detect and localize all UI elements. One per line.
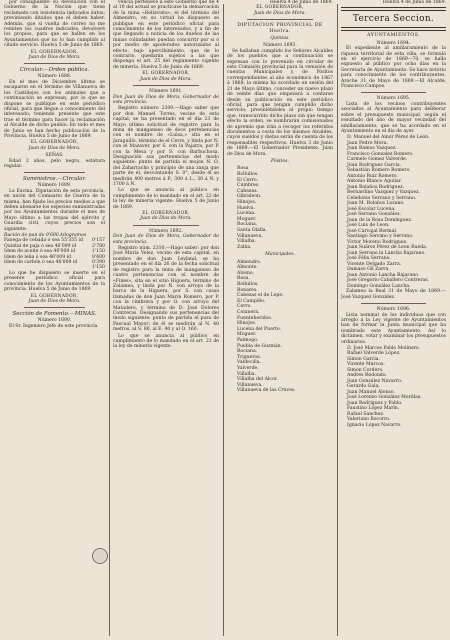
list-item: Lucena del Puerto. xyxy=(237,326,282,332)
notice-intro: Don Juan de Dios de Mora, Gobernador de esta provincia. xyxy=(113,234,219,245)
list-item: Rafael Valverde López. xyxy=(347,351,401,357)
list-item: Hinojos. xyxy=(237,199,257,205)
list-item: Gerardo Gala. xyxy=(347,384,380,390)
paragraph: Lista nominal de los individuos que con arreglo a la Ley vigente de Ayuntamientos han de formar la Junta municipal que ha nombrado este Ayuntamiento. Así lo dictamen, votar y examinar los presupuestos ordinarios. xyxy=(341,312,446,345)
list-item: Vicente Delgado Zarra. xyxy=(347,261,402,267)
list-item: El Campillo. xyxy=(237,298,266,304)
list-item: Villanueva de las Cruces. xyxy=(237,388,296,394)
list-item: Rosa xyxy=(237,166,249,172)
list-item: Vicente Marcos. xyxy=(347,362,385,368)
separator xyxy=(24,307,85,308)
column-rule xyxy=(223,4,224,636)
section-heading: Circular.—Orden pública. xyxy=(19,67,90,74)
signature-title: EL GOBERNADOR, xyxy=(30,293,79,299)
list-item: Trigueros. xyxy=(237,354,262,360)
paragraph: Lo que he dispuesto se inserte en el presente periódico oficial para conocimiento de los Ayuntamientos de la provincia. Huelva 5 de Junio de 1869. xyxy=(4,270,105,293)
item-price: 8'600 xyxy=(92,254,105,260)
paragraph: vencia pertenece a este Gobierno que de 4 al 10 del actual se practicase la demarcación de la mina «Bellavista», el del término del Almendro, en su virtud he dispuesto se publique en este periódico oficial para conocimiento de los interesados, y a fin de que llegando a noticia de los dueños de las minas colindantes puedan concurrir por si ó por medio de apoderados autorizados al efecto, bajo apercibimiento, que de lo contrario, quedarán sujetos a las que disponga el art. 25 del reglamento vigente de minería. Huelva 5 de Junio de 1869. xyxy=(113,0,219,70)
item-price: 1'150 xyxy=(92,265,105,271)
column-rule xyxy=(337,4,338,636)
list-item: Moguer. xyxy=(237,216,257,222)
senas-heading: SEÑAS. xyxy=(45,153,64,159)
paragraph: El Sr. Ingeniero Jefe de este provincia xyxy=(9,323,98,329)
paragraph: Lo que se anuncia al público en cumplimiento de lo mandado en el art. 22 de la ley de minería vigente. xyxy=(113,333,219,350)
double-rule xyxy=(341,7,446,11)
list-heading: Municipales. xyxy=(265,252,295,258)
dateline: Huelva 4 de Junio de 1869. xyxy=(269,0,333,5)
list-item: Cerro. xyxy=(237,304,252,310)
list-item: Carmelo Gomez Valverde. xyxy=(347,157,408,163)
separator xyxy=(247,19,313,20)
list-item: Juan Manuel Alonso. xyxy=(347,389,395,395)
name-list xyxy=(341,135,446,289)
list-item: Santiago Serrano y Serrano. xyxy=(347,234,414,240)
separator xyxy=(24,63,85,64)
list-item: Hinojos. xyxy=(237,321,257,327)
double-rule xyxy=(341,27,446,31)
list-item: Juan de la Rosa Domínguez. xyxy=(347,217,413,223)
list-item: Almendro. xyxy=(237,259,262,265)
list-item: Simon Garcia. xyxy=(347,356,381,362)
list-item: Juan Suárez Pérez de Leon Rueda. xyxy=(347,245,428,251)
list-heading: Pósitos. xyxy=(271,158,289,164)
column-4 xyxy=(341,0,446,640)
signature-title: EL GOBERNADOR, xyxy=(256,5,304,11)
list-item: Rosa. xyxy=(237,276,250,282)
notice-number: Número 1689. xyxy=(37,183,72,189)
list-item: Juan M. Bolaños Lozano. xyxy=(347,201,405,207)
item-label: Quintal de paja ó sea 46'009 id xyxy=(4,243,77,249)
list-item: Villalba del Alcor. xyxy=(237,377,278,383)
list-item: Colanera. xyxy=(237,310,260,316)
list-item: Antonio Blanco Aguilar. xyxy=(347,179,402,185)
item-price: 0'157 xyxy=(92,238,105,244)
list-item: Villalba. xyxy=(237,239,256,245)
item-label: Fanega de cebada ó sea 55'355 id xyxy=(4,238,83,244)
signature-name: Juan de Dios de Mora. xyxy=(28,298,81,304)
section-title: Tercera Seccion. xyxy=(352,14,435,25)
notice-number: Número 1694. xyxy=(376,40,411,46)
separator xyxy=(133,85,199,86)
list-item: José Escolar Lucena. xyxy=(347,206,396,212)
list-item: Juan Rodriguez García. xyxy=(347,162,402,168)
item-price: 0'390 xyxy=(92,260,105,266)
list-item: Celedonio Serrano y Serrano. xyxy=(347,195,417,201)
notice-number: Número 1688. xyxy=(37,74,72,80)
separator xyxy=(133,225,199,226)
list-item: José Luis de Leon. xyxy=(347,223,390,229)
item-price: 2'780 xyxy=(92,243,105,249)
list-item: Puebla de Guzmán. xyxy=(237,343,283,349)
list-item: Villanueva. xyxy=(237,382,263,388)
signature-name: Juan de Dios de Mora. xyxy=(140,216,192,222)
list-item: Antonio Ruiz Romero. xyxy=(347,173,398,179)
notice-number: Número 1693. xyxy=(263,43,297,49)
notice-number: Número 1691. xyxy=(149,89,183,95)
signature-title: EL GOBERNADOR, xyxy=(142,211,190,217)
signature-name: Juan de Dios de Mora. xyxy=(28,145,81,151)
paragraph: Zalamea la Real 31 de Mayo de 1869.—José Vazquez González. xyxy=(341,289,446,300)
price-table-title: Ración de pan de 0'600 kilogramos xyxy=(4,233,87,239)
subsection-title: Quintas. xyxy=(270,36,290,42)
list-item: Rociana. xyxy=(237,222,258,228)
list-item: Juan Antonio Lancha Bajarano. xyxy=(347,272,420,278)
list-item: Domingo González Lancha. xyxy=(347,283,411,289)
list-item: D. José Marcos Pablo Molinero. xyxy=(347,345,421,351)
ink-stain xyxy=(92,548,108,564)
paragraph: En el mes de Diciembre último se escaparon en el término de Villanueva de los Castillejos con los animales que a continuación se expresan, por lo que se dispone se publique en este periódico oficial, para que llegue a conocimiento del interesado; teniendo presente que este trae el término para hacer la reclamación al Alcalde de dicho pueblo. En todo el mes de Junio se han hecho publicación de la Provincia. Huelva 5 de Junio de 1869. xyxy=(4,79,105,139)
list-item: Juan Serrano la Lancha Bajarano. xyxy=(347,250,426,256)
list-item: Alosno. xyxy=(237,270,255,276)
list-item: Simon Cordero. xyxy=(347,367,384,373)
list-item: Bollullos. xyxy=(237,282,259,288)
signature-title: EL GOBERNADOR, xyxy=(30,140,79,146)
item-label: Idem de carbón ó sea 46'009 id xyxy=(4,260,78,266)
notice-number: Número 1696. xyxy=(376,307,411,313)
notice-number: Número 1695. xyxy=(376,96,411,102)
list-item: José Gregorio Caballero Contreras. xyxy=(347,278,430,284)
price-table xyxy=(4,238,105,270)
separator xyxy=(361,92,426,93)
column-3 xyxy=(227,0,333,640)
list-item: Bollullos. xyxy=(237,171,259,177)
list-item: Moguer. xyxy=(237,332,257,338)
separator xyxy=(24,172,85,173)
separator xyxy=(361,303,426,304)
list-item: Juan Pedro Mora. xyxy=(347,140,388,146)
notice-intro: Don Juan de Dios de Mora, Gobernador de esta provincia. xyxy=(113,94,219,105)
item-label: Idem de leña ó sea 46'009 id xyxy=(4,254,72,260)
list-item: José Lorenzo González Morillas. xyxy=(347,395,422,401)
list-item: Fuenteheridos. xyxy=(237,315,273,321)
notice-number: Número 1690. xyxy=(37,318,72,324)
item-label: Idem de aceite ó sea 46'009 id xyxy=(4,249,76,255)
signature-title: EL GOBERNADOR, xyxy=(142,71,190,77)
signature-title: EL GOBERNADOR, xyxy=(30,49,79,55)
list-item: Huelva. xyxy=(237,205,255,211)
list-item: José Félix Serrano. xyxy=(347,256,391,262)
notice-number: Número 1692. xyxy=(149,228,183,234)
list-item: Juan Bolaños Rodriguez. xyxy=(347,184,405,190)
list-item: Santa Olalla. xyxy=(237,227,268,233)
list-item: Damaso Gil Zarra. xyxy=(347,267,390,273)
column-2 xyxy=(113,0,219,640)
list-item: Cabezas el de Lepe. xyxy=(237,293,284,299)
list-item: Rociana. xyxy=(237,349,258,355)
list-item: Andres Redondo. xyxy=(347,373,387,379)
item-price: 1'150 xyxy=(92,249,105,255)
list-item: Almonte. xyxy=(237,265,258,271)
list-item: Palmogo. xyxy=(237,338,259,343)
paragraph: Edad 2 años, pelo negro, estatura regular. xyxy=(4,158,105,169)
list-item: Francisco Gonzalez Romero. xyxy=(347,151,414,157)
list-item: Valdecilla. xyxy=(237,360,261,366)
list-item: Sebastián Romero Romero. xyxy=(347,168,411,174)
list-item: Valverde. xyxy=(237,365,259,371)
list-item: Valeriano Bocorro. xyxy=(347,417,391,423)
list-item: Rafael Sanchez. xyxy=(347,411,385,417)
paragraph: La Excma. Diputación de esta provincia, en unión del Comisario de Guerra de la misma, han fijado los precios medios a que deben abonarse los especies suministradas por los Ayuntamientos durante el mes de Mayo último a las tropas del ejército y Guardia civil, cuyos precios son el siguiente: xyxy=(4,188,105,232)
list-item: José Serrano González. xyxy=(347,212,401,218)
section-heading: Suministros.—Circular. xyxy=(22,176,87,183)
list-item: Villanueva. xyxy=(237,233,263,239)
list-item: Bernardino Vazquez y Vazquez. xyxy=(347,190,420,196)
list-item: Gibraleon. xyxy=(237,194,262,200)
section-heading: Sección de Fomento.—MINAS. xyxy=(12,311,97,318)
list-item: Victor Moreno Rodriguez. xyxy=(347,239,408,245)
subsection-title: AYUNTAMIENTOS. xyxy=(367,33,420,39)
list-item: José Carvajal Bermal. xyxy=(347,228,398,234)
list-item: Juan González Navarro. xyxy=(347,378,403,384)
name-list xyxy=(341,346,446,429)
list-item: Juan Ramos Vazquez. xyxy=(347,146,397,152)
list-item: Cabezas. xyxy=(237,188,258,194)
column-rule xyxy=(109,4,110,636)
column-1 xyxy=(4,0,105,640)
paragraph: Registro número 2309.—Hago saber que por don Manuel Torres, vecino de esta capital, se ha presentado en el día 23 de Mayo último solicitud de registro para la mina de manganeso de doce pertenencias con el nombre de «Luisa,» sita en el Jaraguillo, término de el Cerro, y linda por N. con el Mazaver, por S. con la Pajarra, por P. con la Mesa y por S. con Barbuchosa. Designación sus pertenencias del modo siguiente: punto de partida el mojon N. O. del Zaharracho y principio de una zanja que parte de él, descontando S. 0°, desde él se medirán 400 metros á P., 300 á L., 30 á N. y 1700 á N. xyxy=(113,106,219,187)
section-title: DIPUTACION PROVINCIAL DE Huelva. xyxy=(237,23,323,34)
list-item: Juan Rodríguez y Pablo. xyxy=(347,400,403,406)
list-item: El Cerro. xyxy=(237,177,259,183)
signature-name: Juan de Dios de Mora. xyxy=(254,10,306,16)
signature-name: Juan de Dios de Mora. xyxy=(140,76,192,82)
list-item: Ignacio López Navarro. xyxy=(347,422,402,428)
list-item: Lucena. xyxy=(237,211,256,217)
list-item: Zalba. xyxy=(237,244,252,250)
list-item: Bonares. xyxy=(237,287,258,293)
paragraph: Se hallaban cumplido los Señores Alcaldes de los pueblos que a continuación se expresan con lo prevenido en circular de esta Comisión provincial para la remisión de cuentas Municipales y de Pósitos correspondientes al año económico de 1867 á 1868; la misma ha acordado en sesión del 21 de Mayo último, conceder un nuevo plazo de veinte días que empezará a contarse desde su publicación en este periódico oficial, para que tengan cumplido dicho servicio; previniéndoles al propio tiempo que, transcurrido dicho plazo sin que tengan efecto la orden, se nombrarán comisionados de apremio que irán a recoger los referidos documentos a costa de los mismos Alcaldes, cuyos sueldos y dietas serán de cuenta de los responsables respectivos. Huelva 3 de Junio de 1869.—El Gobernador Presidente, Juan de Dios de Mora. xyxy=(227,48,333,157)
signature-name: Juan de Dios de Mora. xyxy=(28,55,81,61)
town-list xyxy=(227,166,333,250)
list-item: D. Manuel del Amor Pérez de León. xyxy=(347,135,430,141)
paragraph: Lo que se anuncia al público en cumplimiento de lo mandado en el art. 22 de la ley de minería vigente. Huelva 5 de Junio de 1869. xyxy=(113,188,219,210)
town-list xyxy=(227,260,333,394)
list-item: Cumbres. xyxy=(237,183,260,189)
paragraph: Registro núm. 2310.—Hago saber: por don José María Velez, vecino de esta capital, en nombre de don Juan Leyland, se ha presentado en el día 26 de la fecha solicitud de registro para la mina de manganeso de cuatro pertenencias con el nombre de «Fines», sita en el sitio Higuera, término de Zalamea, y linda por N. con arroyo de la barca de la Higuera, por S. con casas llamadas de don Juan Marin Romero, por P. con la cimbrera y por O. con arroyo del Matadero, y término de D. José Dolores Contreras. Designando sus pertenencias del modo siguiente: punto de partida el pozo de Pascual Mayor; de él se medirán al N. 40 metros, al S. 80, al E. 40 y al O. 160. xyxy=(113,246,219,333)
list-item: Faustino López Marín. xyxy=(347,406,400,412)
paragraph: por consiguiente su devolución con el Gobierno de la Nación que tiene reclamado con insistencia indicados datos; previniendo ditados que el deben haber. Además, que si vuelta de correo no me remiten los cuadros indicados, devolveré los propios, para que se hallen en los Ayuntamientos que no lo han cumplido al citado servicio. Huelva 5 de Junio de 1869. xyxy=(4,0,105,49)
paragraph: El expediente al amillaramiento de la riqueza territorial de esta villa, se formuló en el ejercicio de 1869—70, se halla expuesto al público por ocho días en la Secretaría de Ayuntamiento. Se hace notorio para conocimiento de los contribuyentes. Aroche 31 de Mayo de 1869.—El Alcalde, Francisco Campos. xyxy=(341,46,446,90)
list-item: Villalba. xyxy=(237,371,256,377)
paragraph: Lista de los vecinos contribuyentes asociados al Ayuntamiento para deliberar sobre el presupuesto municipal, según el resultado del año de mayor vecindad del amillaramiento, que se ha acordado en el Ayuntamiento en el día de ayer. xyxy=(341,101,446,134)
dateline: Huelva 4 de Junio de 1869. xyxy=(382,0,446,5)
